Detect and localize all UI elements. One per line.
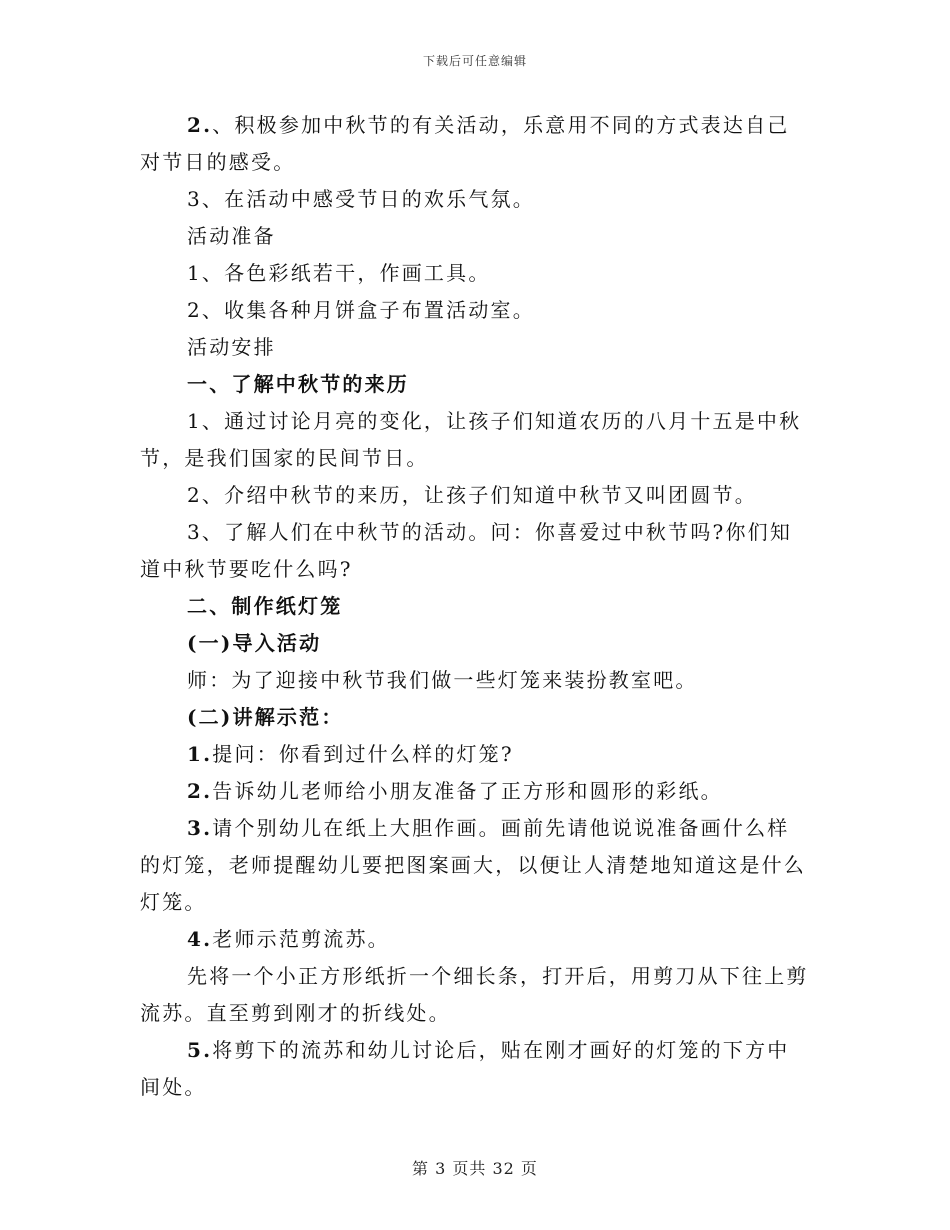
heading-part-2: [140, 588, 810, 625]
list-number: 1.: [187, 742, 213, 766]
paragraph-text: 提问：你看到过什么样的灯笼?: [212, 742, 514, 766]
paragraph-part1-2: [140, 477, 810, 514]
heading-part-1: [140, 366, 810, 403]
paragraph-prep-2: [140, 292, 810, 329]
paragraph-prep-1: [140, 255, 810, 292]
paragraph-teacher-line: [140, 662, 810, 699]
list-number: 2.: [187, 113, 213, 137]
section-label-arrangement: [140, 329, 810, 366]
paragraph-text: 老师示范剪流苏。: [212, 927, 390, 951]
paragraph-demo-5: [140, 1032, 810, 1106]
paragraph-text: 2、收集各种月饼盒子布置活动室。: [187, 298, 535, 322]
paragraph-text: 师：为了迎接中秋节我们做一些灯笼来装扮教室吧。: [187, 668, 698, 692]
paragraph-text: 将剪下的流苏和幼儿讨论后，贴在刚才画好的灯笼的下方中间处。: [140, 1038, 790, 1099]
paragraph-text: 1、各色彩纸若干，作画工具。: [187, 261, 491, 285]
document-body: [140, 107, 810, 1106]
list-number: 5.: [187, 1038, 213, 1062]
list-number: 2.: [187, 779, 213, 803]
paragraph-demo-4-detail: [140, 958, 810, 1032]
subheading-demo: [140, 699, 810, 736]
paragraph-text: 先将一个小正方形纸折一个细长条，打开后，用剪刀从下往上剪流苏。直至剪到刚才的折线处。: [140, 964, 809, 1025]
heading-text: 一、了解中秋节的来历: [187, 372, 409, 396]
paragraph-demo-3: [140, 810, 810, 921]
paragraph-text: 请个别幼儿在纸上大胆作画。画前先请他说说准备画什么样的灯笼，老师提醒幼儿要把图案画大，以便让人清楚地知道这是什么灯笼。: [140, 816, 806, 914]
paragraph-text: 2、介绍中秋节的来历，让孩子们知道中秋节又叫团圆节。: [187, 483, 757, 507]
paragraph-demo-2: [140, 773, 810, 810]
paragraph-text: 3、了解人们在中秋节的活动。问：你喜爱过中秋节吗?你们知道中秋节要吃什么吗?: [140, 520, 793, 581]
paragraph-demo-1: [140, 736, 810, 773]
paragraph-text: 、积极参加中秋节的有关活动，乐意用不同的方式表达自己对节日的感受。: [140, 113, 790, 174]
paragraph-part1-3: [140, 514, 810, 588]
paragraph-goal-2: [140, 107, 810, 181]
heading-text: (一)导入活动: [187, 631, 322, 655]
paragraph-part1-1: [140, 403, 810, 477]
paragraph-text: 3、在活动中感受节日的欢乐气氛。: [187, 187, 535, 211]
heading-text: (二)讲解示范：: [187, 705, 344, 729]
paragraph-text: 告诉幼儿老师给小朋友准备了正方形和圆形的彩纸。: [212, 779, 723, 803]
paragraph-text: 1、通过讨论月亮的变化，让孩子们知道农历的八月十五是中秋节，是我们国家的民间节日。: [140, 409, 802, 470]
heading-text: 二、制作纸灯笼: [187, 594, 343, 618]
paragraph-text: 活动安排: [187, 335, 276, 359]
paragraph-text: 活动准备: [187, 224, 276, 248]
list-number: 3.: [187, 816, 213, 840]
paragraph-demo-4: [140, 921, 810, 958]
page-footer: 第 3 页共 32 页: [412, 1159, 538, 1178]
subheading-intro: [140, 625, 810, 662]
list-number: 4.: [187, 927, 213, 951]
page-header: 下载后可任意编辑: [422, 54, 527, 68]
paragraph-goal-3: [140, 181, 810, 218]
section-label-preparation: [140, 218, 810, 255]
